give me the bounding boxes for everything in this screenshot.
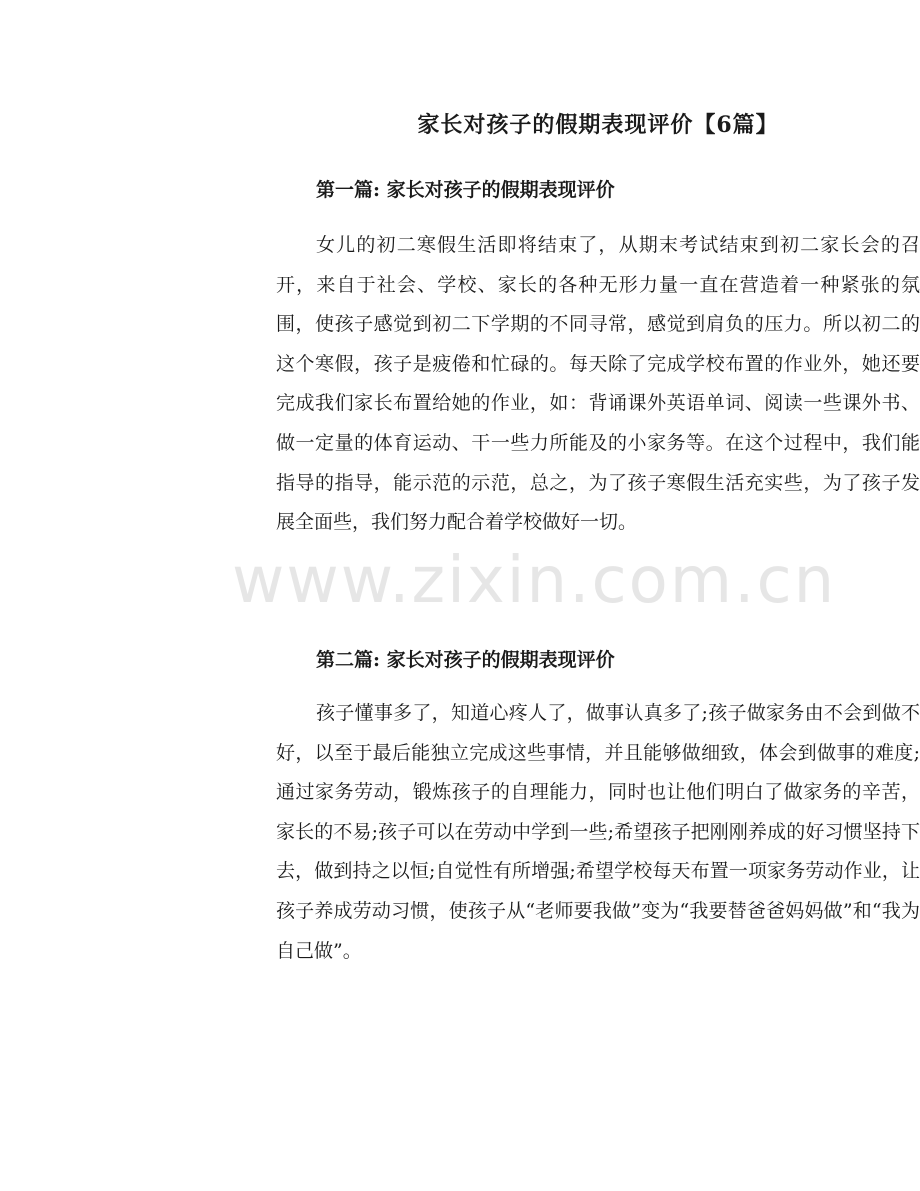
section-body-2: 孩子懂事多了，知道心疼人了，做事认真多了;孩子做家务由不会到做不好，以至于最后能独立完成这些事情，并且能够做细致，体会到做事的难度;通过家务劳动，锻炼孩子的自理能力，同时也让他们明白了做家务的辛苦，家长的不易;孩子可以在劳动中学到一些;希望孩子把刚刚养成的好习惯坚持下去，做到持之以恒;自觉性有所增强;希望学校每天布置一项家务劳动作业，让孩子养成劳动习惯，使孩子从“老师要我做”变为“我要替爸爸妈妈做”和“我为自己做”。 bbox=[276, 702, 920, 962]
watermark: www.zixin.com.cn bbox=[232, 544, 837, 618]
document-title: 家长对孩子的假期表现评价【6篇】 bbox=[417, 112, 779, 138]
section-heading-2: 第二篇: 家长对孩子的假期表现评价 bbox=[316, 649, 615, 671]
section-heading-1: 第一篇: 家长对孩子的假期表现评价 bbox=[316, 179, 615, 201]
section-body-1: 女儿的初二寒假生活即将结束了，从期末考试结束到初二家长会的召开，来自于社会、学校、家长的各种无形力量一直在营造着一种紧张的氛围，使孩子感觉到初二下学期的不同寻常，感觉到肩负的压力。所以初二的这个寒假，孩子是疲倦和忙碌的。每天除了完成学校布置的作业外，她还要完成我们家长布置给她的作业，如：背诵课外英语单词、阅读一些课外书、做一定量的体育运动、干一些力所能及的小家务等。在这个过程中，我们能指导的指导，能示范的示范，总之，为了孩子寒假生活充实些，为了孩子发展全面些，我们努力配合着学校做好一切。 bbox=[276, 234, 920, 534]
